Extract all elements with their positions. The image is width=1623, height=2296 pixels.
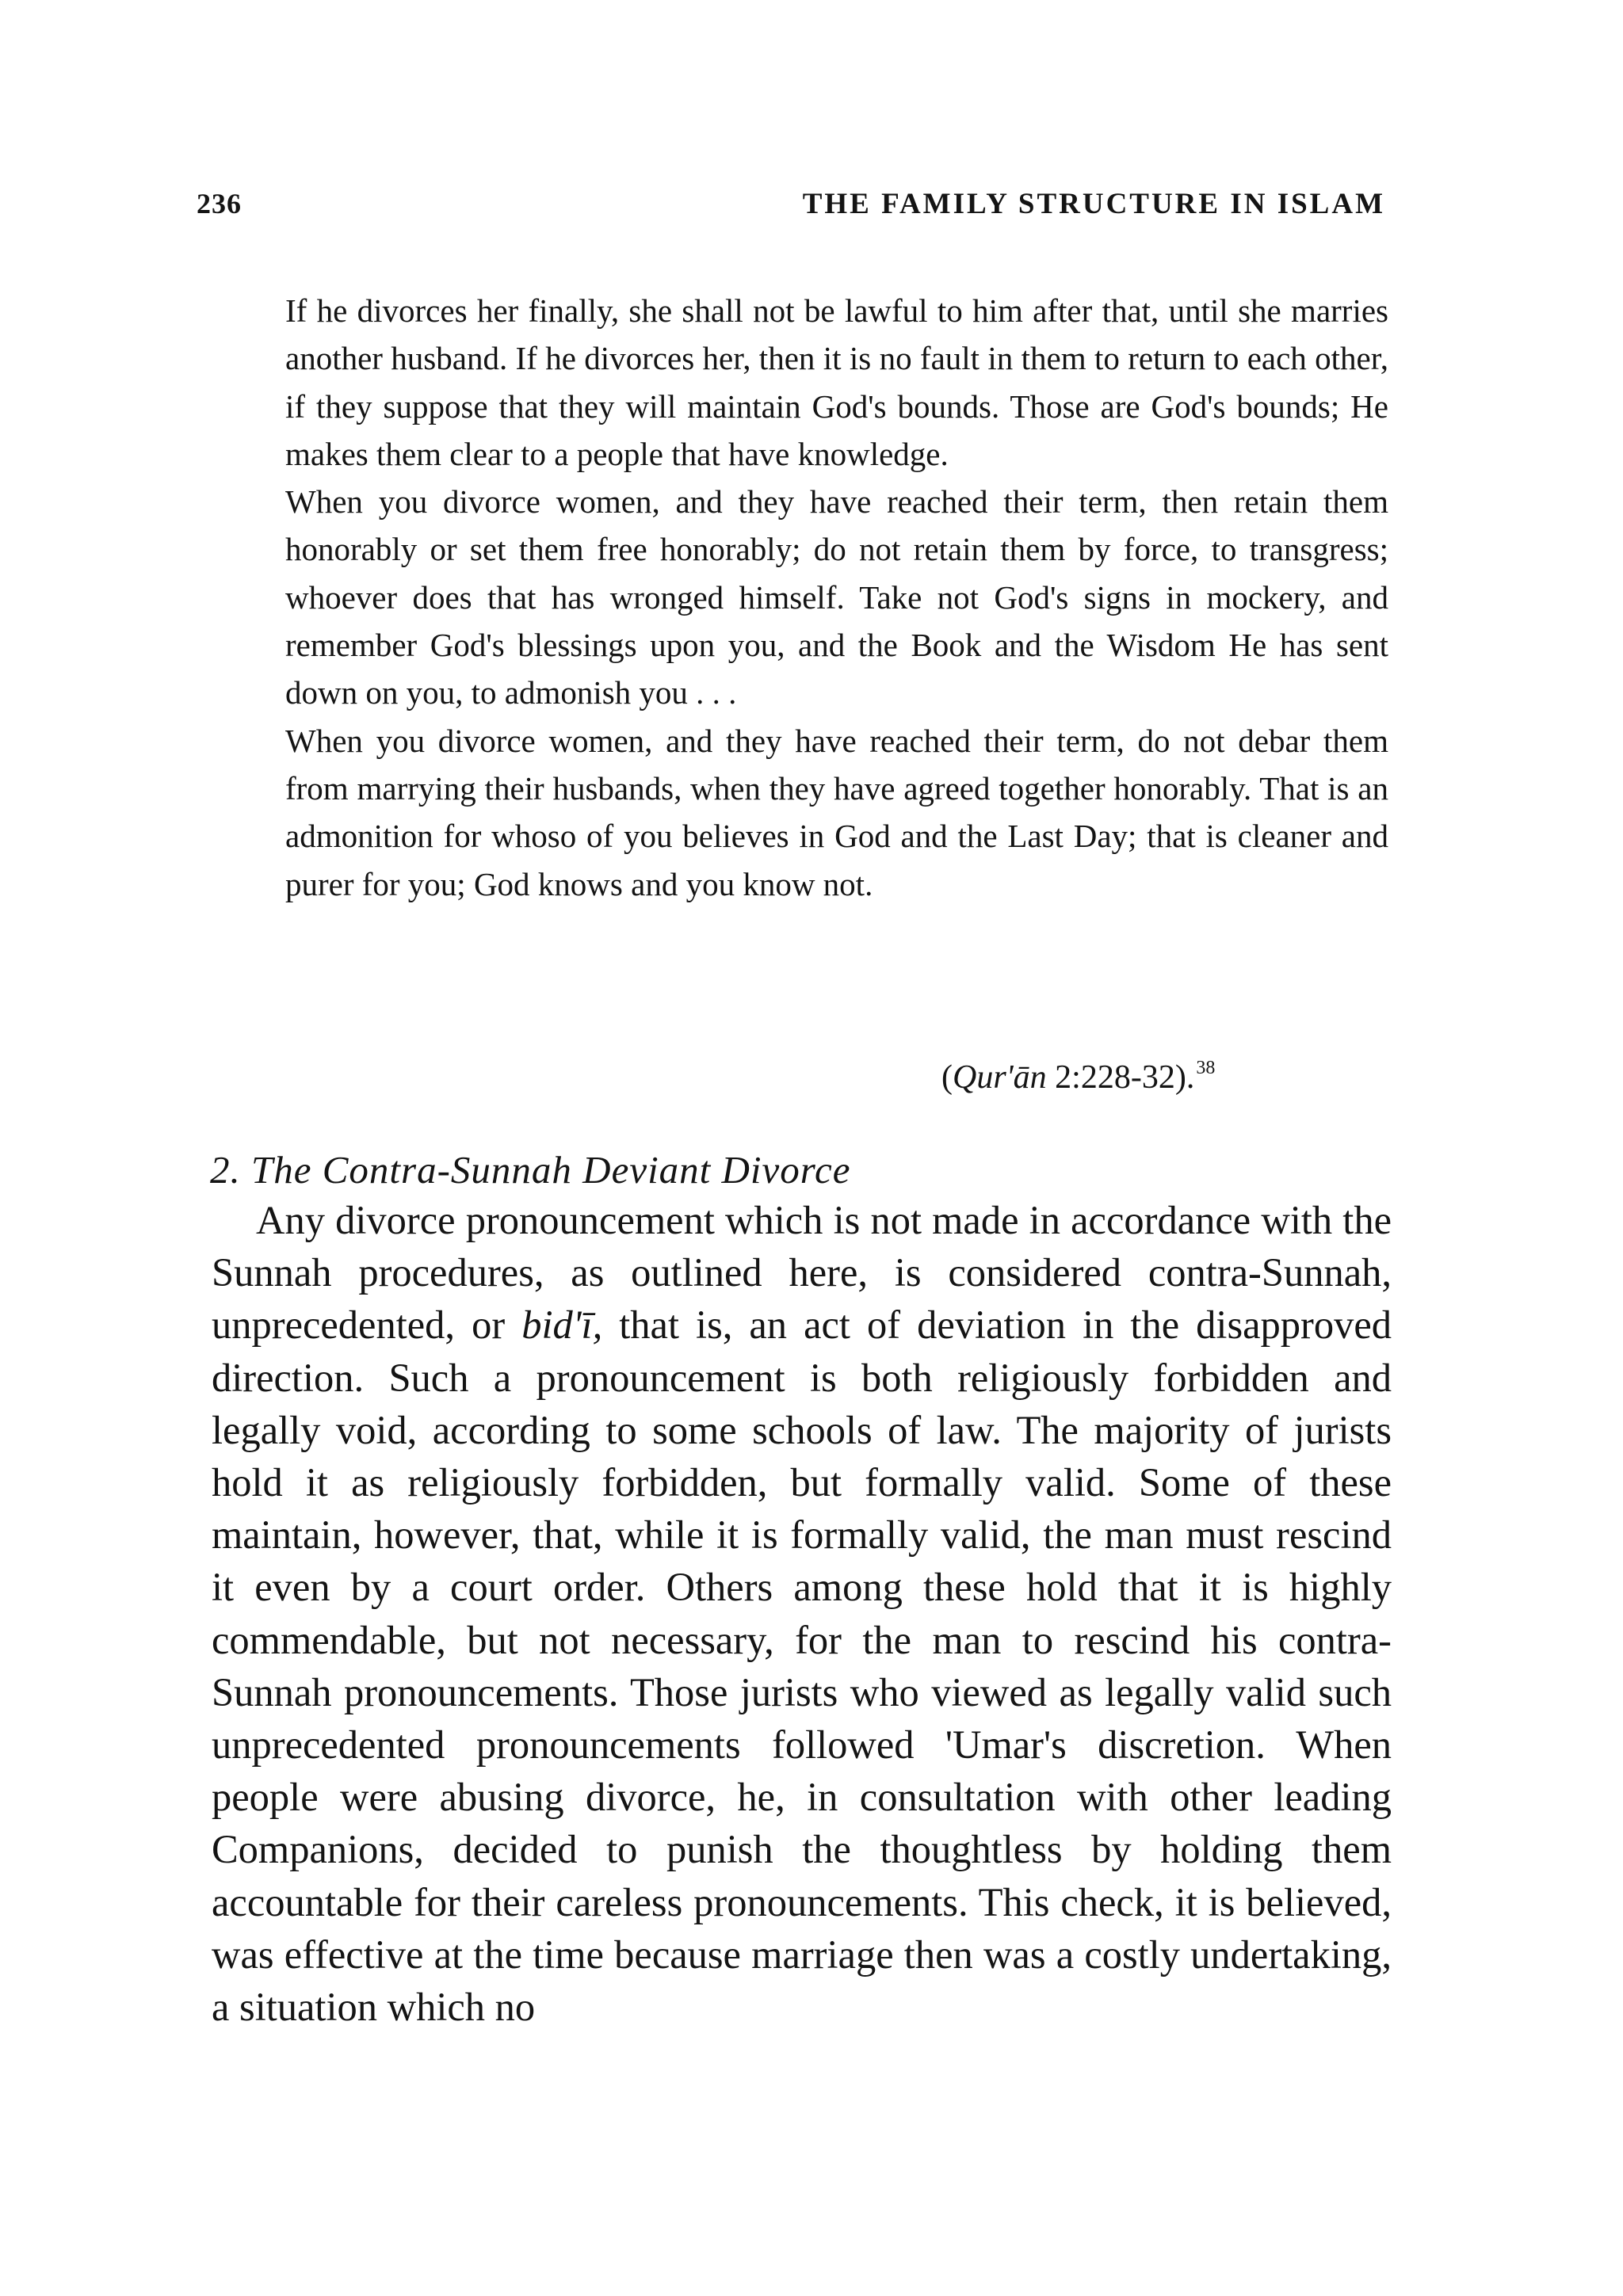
body-paragraph [212, 1194, 1392, 2033]
body-text-part1: Any divorce pronouncement which is not made in accordance with the Sunnah procedures, as outlined here, is considered contra-Sunnah, unprecedented, or [212, 1198, 1392, 1348]
page-number: 236 [197, 188, 242, 219]
body-text [212, 1194, 1392, 2033]
running-head [197, 187, 1385, 235]
running-title: THE FAMILY STRUCTURE IN ISLAM [802, 188, 1385, 220]
italic-term: bid'ī, [521, 1302, 603, 1348]
body-text-part2: that is, an act of deviation in the disapproved direction. Such a pronouncement is both religiously forbidden and legally void, according to some schools of law. The majority of jurists hold it as religiously forbidden, but formally valid. Some of these maintain, however, that, while it is formally valid, the man must rescind it even by a court order. Others among these hold that it is highly commendable, but not necessary, for the man to rescind his contra-Sunnah pronouncements. Those jurists who viewed as legally valid such unprecedented pronouncements followed 'Umar's discretion. When people were abusing divorce, he, in consultation with other leading Companions, decided to punish the thoughtless by holding them accountable for their careless pronouncements. This check, it is believed, was effective at the time because marriage then was a costly undertaking, a situation which no [212, 1302, 1392, 2030]
quote-citation [941, 1044, 1385, 1101]
section-heading: 2. The Contra-Sunnah Deviant Divorce [210, 1148, 851, 1192]
citation-period: . [1186, 1059, 1195, 1096]
quran-quote-block [285, 287, 1388, 908]
quote-paragraph: If he divorces her finally, she shall not be lawful to him after that, until she marries another husband. If he divorces her, then it is no fault in them to return to each other, if they suppose that they will maintain God's bounds. Those are God's bounds; He makes them clear to a people that have knowledge. [285, 292, 1388, 472]
quote-paragraph: When you divorce women, and they have reached their term, then retain them honorably or set them free honorably; do not retain them by force, to transgress; whoever does that has wronged himself. Take not God's signs in mockery, and remember God's blessings upon you, and the Book and the Wisdom He has sent down on you, to admonish you . . . [285, 483, 1388, 711]
citation-open: ( [941, 1059, 953, 1096]
footnote-marker: 38 [1196, 1058, 1216, 1078]
citation-source: Qur'ān [953, 1059, 1047, 1096]
citation-reference: 2:228-32) [1046, 1059, 1186, 1096]
quote-paragraph: When you divorce women, and they have reached their term, do not debar them from marrying their husbands, when they have agreed together honorably. That is an admonition for whoso of you believes in God and the Last Day; that is cleaner and purer for you; God knows and you know not. [285, 722, 1388, 902]
